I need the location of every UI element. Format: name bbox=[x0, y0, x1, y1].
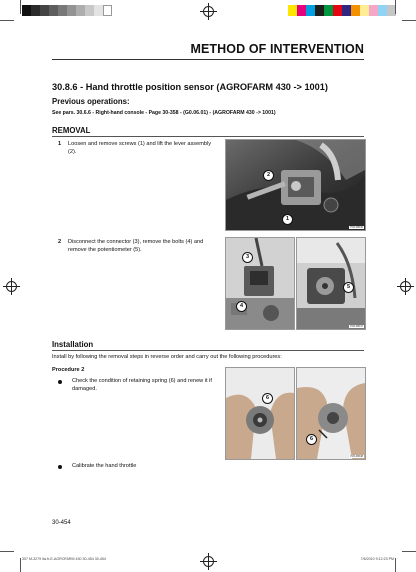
crop-mark bbox=[395, 0, 396, 14]
swatch bbox=[333, 5, 342, 16]
removal-step-2 bbox=[58, 239, 218, 259]
swatch bbox=[22, 5, 31, 16]
spring-photo-a bbox=[226, 368, 294, 459]
swatch bbox=[324, 5, 333, 16]
step-text: Disconnect the connector (3), remove the bolts (4) and remove the potentiometer (5). bbox=[68, 239, 204, 253]
figure-lever-assembly bbox=[225, 139, 366, 231]
figure-retaining-spring-a bbox=[225, 367, 295, 460]
spring-photo-b bbox=[297, 368, 365, 459]
swatch bbox=[67, 5, 76, 16]
swatch bbox=[369, 5, 378, 16]
step-number: 2 bbox=[58, 239, 62, 245]
procedure-bullet-2 bbox=[58, 463, 218, 473]
callout-4: 4 bbox=[236, 301, 247, 312]
installation-heading: Installation bbox=[52, 340, 94, 349]
figure-potentiometer bbox=[296, 237, 366, 330]
page-header-title: METHOD OF INTERVENTION bbox=[190, 42, 364, 56]
crop-mark bbox=[402, 20, 416, 21]
bullet-text: Check the condition of retaining spring (6) and renew it if damaged. bbox=[72, 378, 212, 392]
crop-mark bbox=[0, 551, 14, 552]
figure-code: P30-08047 bbox=[350, 325, 363, 328]
lever-assembly-photo bbox=[226, 140, 365, 230]
swatch bbox=[342, 5, 351, 16]
crop-mark bbox=[20, 0, 21, 14]
crop-mark bbox=[395, 558, 396, 572]
removal-step-1 bbox=[58, 141, 218, 161]
potentiometer-photo bbox=[297, 238, 365, 329]
cross-reference-link[interactable]: See pars. 30.6.6 - Right-hand console - Page 30-358 - (G0.06.01) - (AGROFARM 430 -> 1001) bbox=[52, 110, 276, 116]
swatch bbox=[297, 5, 306, 16]
swatch bbox=[378, 5, 387, 16]
swatch bbox=[360, 5, 369, 16]
callout-6: 6 bbox=[262, 393, 273, 404]
callout-3: 3 bbox=[242, 252, 253, 263]
footer-file-info: 307 M-3279 ita.fr-E-AGROFARM 430 30-454 30-454 bbox=[22, 557, 106, 561]
connector-photo bbox=[226, 238, 294, 329]
crop-mark bbox=[20, 558, 21, 572]
figure-code: P30-08048 bbox=[350, 455, 363, 458]
figure-connector bbox=[225, 237, 295, 330]
swatch bbox=[85, 5, 94, 16]
registration-mark-bottom-icon bbox=[203, 556, 214, 567]
callout-5: 5 bbox=[343, 282, 354, 293]
swatch bbox=[315, 5, 324, 16]
bullet-icon bbox=[58, 465, 62, 469]
registration-mark-top-icon bbox=[203, 6, 214, 17]
header-divider bbox=[52, 59, 364, 60]
swatch bbox=[288, 5, 297, 16]
section-title: 30.8.6 - Hand throttle position sensor (AGROFARM 430 -> 1001) bbox=[52, 82, 328, 92]
callout-6-second: 6 bbox=[306, 434, 317, 445]
removal-divider bbox=[52, 136, 364, 137]
step-number: 1 bbox=[58, 141, 62, 147]
installation-divider bbox=[52, 350, 364, 351]
step-text: Loosen and remove screws (1) and lift the lever assembly (2). bbox=[68, 141, 212, 155]
procedure-bullet-1 bbox=[58, 378, 218, 398]
installation-instructions: Install by following the removal steps in reverse order and carry out the following procedures: bbox=[52, 354, 282, 360]
swatch bbox=[76, 5, 85, 16]
grayscale-color-bar bbox=[22, 5, 112, 16]
swatch bbox=[31, 5, 40, 16]
bullet-icon bbox=[58, 380, 62, 384]
procedure-label: Procedure 2 bbox=[52, 367, 85, 373]
callout-1: 1 bbox=[282, 214, 293, 225]
swatch bbox=[306, 5, 315, 16]
crop-mark bbox=[402, 551, 416, 552]
previous-operations-label: Previous operations: bbox=[52, 97, 130, 106]
swatch bbox=[351, 5, 360, 16]
swatch bbox=[103, 5, 112, 16]
callout-2: 2 bbox=[263, 170, 274, 181]
registration-mark-right-icon bbox=[400, 281, 411, 292]
swatch bbox=[49, 5, 58, 16]
crop-mark bbox=[0, 20, 14, 21]
bullet-text: Calibrate the hand throttle bbox=[72, 463, 137, 469]
figure-retaining-spring-b bbox=[296, 367, 366, 460]
registration-mark-left-icon bbox=[6, 281, 17, 292]
process-color-bar bbox=[288, 5, 396, 16]
swatch bbox=[94, 5, 103, 16]
figure-code: P30-08046 bbox=[350, 226, 363, 229]
page-number: 30-454 bbox=[52, 520, 71, 526]
removal-heading: REMOVAL bbox=[52, 126, 91, 135]
swatch bbox=[40, 5, 49, 16]
swatch bbox=[58, 5, 67, 16]
footer-timestamp: 7/6/2010 9:12:23 PM bbox=[360, 557, 394, 561]
